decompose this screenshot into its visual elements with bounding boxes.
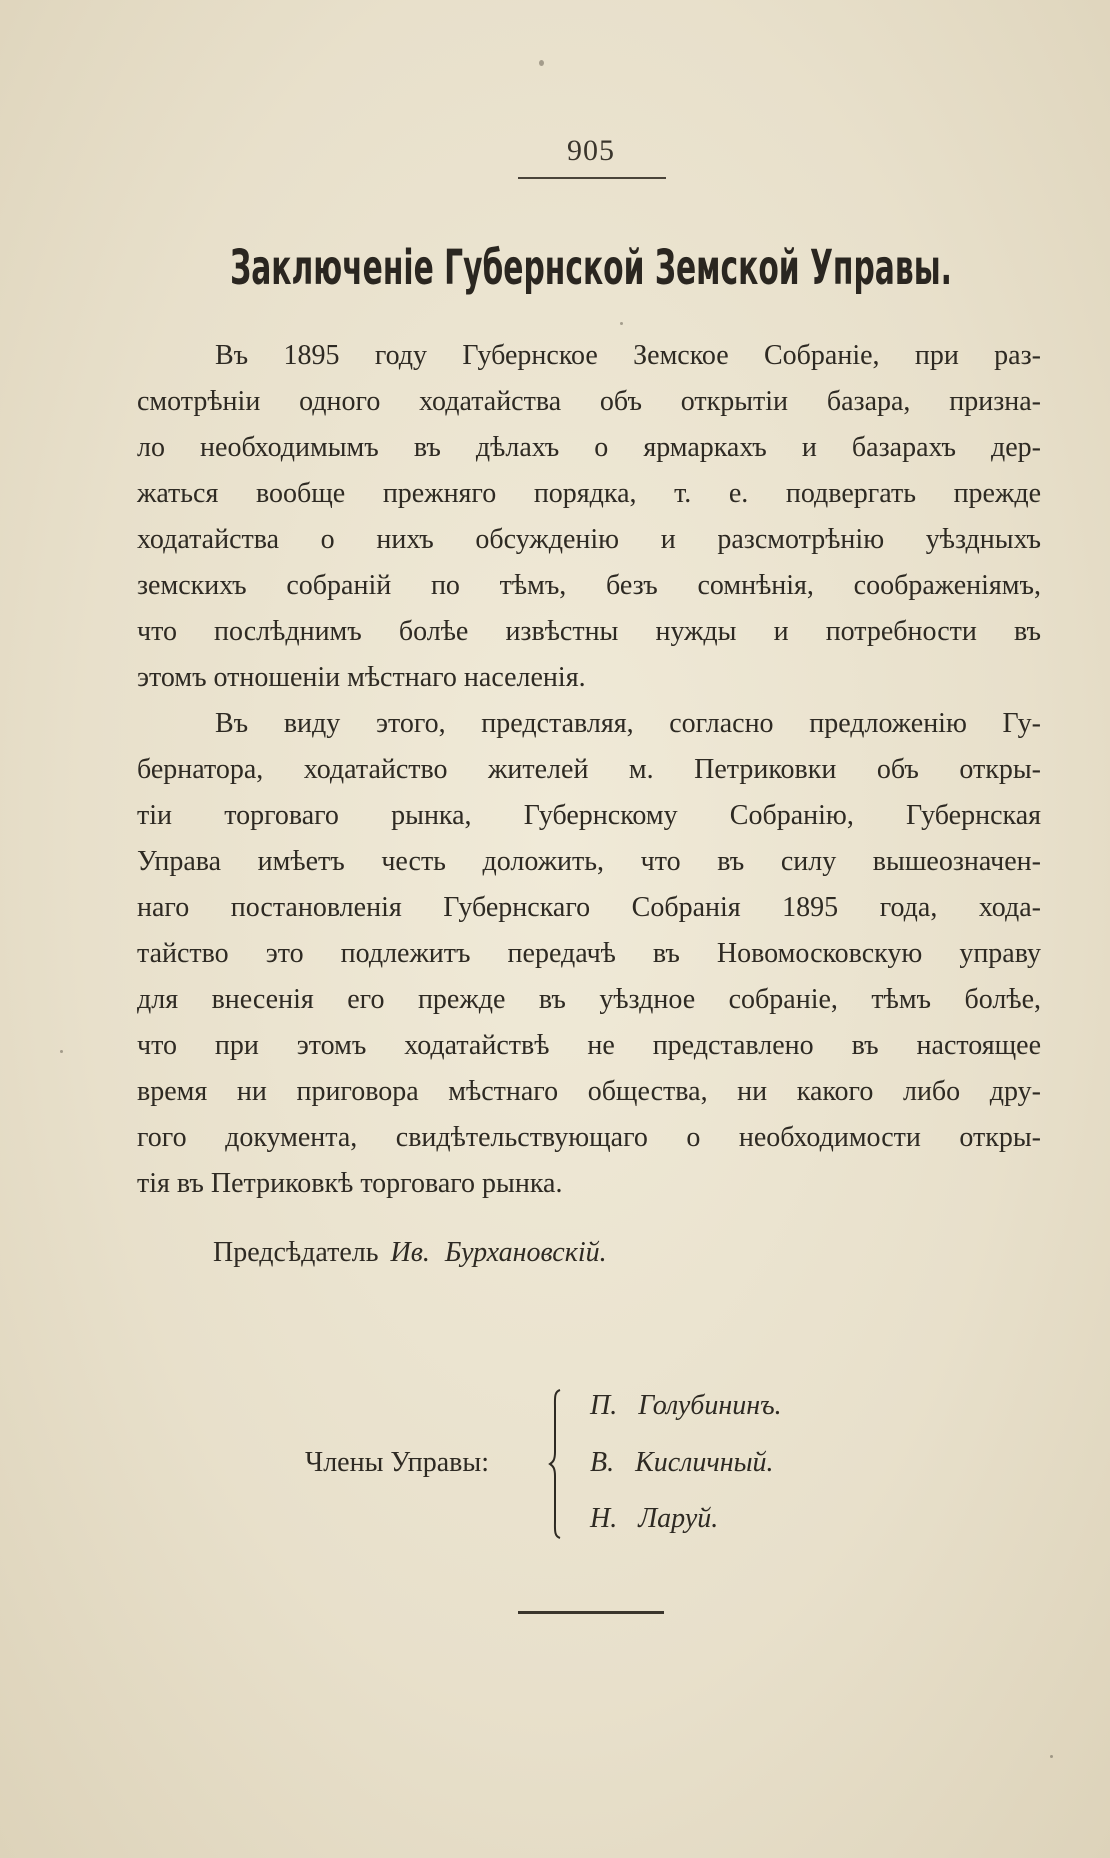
paragraph-line: время ни приговора мѣстнаго общества, ни какого либо дру- <box>137 1076 1041 1107</box>
paragraph-line: тіи торговаго рынка, Губернскому Собранію, Губернская <box>137 800 1041 831</box>
document-title: Заключеніе Губернской Земской Управы. <box>230 240 952 296</box>
paper-speck <box>539 60 544 66</box>
paragraph-line: гого документа, свидѣтельствующаго о необходимости откры- <box>137 1122 1041 1153</box>
paragraph-line: Управа имѣетъ честь доложить, что въ силу вышеозначен- <box>137 846 1041 877</box>
member-name: П. Голубининъ. <box>590 1390 782 1421</box>
chairman-signature-line <box>213 1237 607 1269</box>
chairman-label: Предсѣдатель <box>213 1237 379 1268</box>
paragraph-line: жаться вообще прежняго порядка, т. е. подвергать прежде <box>137 478 1041 509</box>
paragraph-line: что послѣднимъ болѣе извѣстны нужды и потребности въ <box>137 616 1041 647</box>
page-number-rule <box>518 177 666 179</box>
paper-speck <box>620 322 623 325</box>
paragraph-line: что при этомъ ходатайствѣ не представлено въ настоящее <box>137 1030 1041 1061</box>
paragraph-1 <box>137 333 1041 701</box>
paragraph-2 <box>137 701 1041 1207</box>
paragraph-line: ло необходимымъ въ дѣлахъ о ярмаркахъ и базарахъ дер- <box>137 432 1041 463</box>
paper-speck <box>60 1050 63 1053</box>
paragraph-line: наго постановленія Губернскаго Собранія 1895 года, хода- <box>137 892 1041 923</box>
member-name: В. Кисличный. <box>590 1447 774 1478</box>
paragraph-line: бернатора, ходатайство жителей м. Петриковки объ откры- <box>137 754 1041 785</box>
paragraph-line: этомъ отношеніи мѣстнаго населенія. <box>137 662 586 693</box>
members-brace <box>548 1388 566 1540</box>
members-label: Члены Управы: <box>305 1447 489 1478</box>
paragraph-line: тайство это подлежитъ передачѣ въ Новомосковскую управу <box>137 938 1041 969</box>
paragraph-line: смотрѣніи одного ходатайства объ открытіи базара, призна- <box>137 386 1041 417</box>
paragraph-line: тія въ Петриковкѣ торговаго рынка. <box>137 1168 563 1199</box>
paper-speck <box>1050 1755 1053 1758</box>
paragraph-line: Въ 1895 году Губернское Земское Собраніе, при раз- <box>215 340 1041 371</box>
paragraph-line: ходатайства о нихъ обсужденію и разсмотрѣнію уѣздныхъ <box>137 524 1041 555</box>
end-rule <box>518 1611 664 1614</box>
paragraph-line: Въ виду этого, представляя, согласно предложенію Гу- <box>215 708 1041 739</box>
chairman-name: Ив. Бурхановскій. <box>390 1237 607 1268</box>
paragraph-line: земскихъ собраній по тѣмъ, безъ сомнѣнія, соображеніямъ, <box>137 570 1041 601</box>
page-number: 905 <box>567 134 615 167</box>
member-name: Н. Ларуй. <box>590 1503 719 1534</box>
paragraph-line: для внесенія его прежде въ уѣздное собраніе, тѣмъ болѣе, <box>137 984 1041 1015</box>
